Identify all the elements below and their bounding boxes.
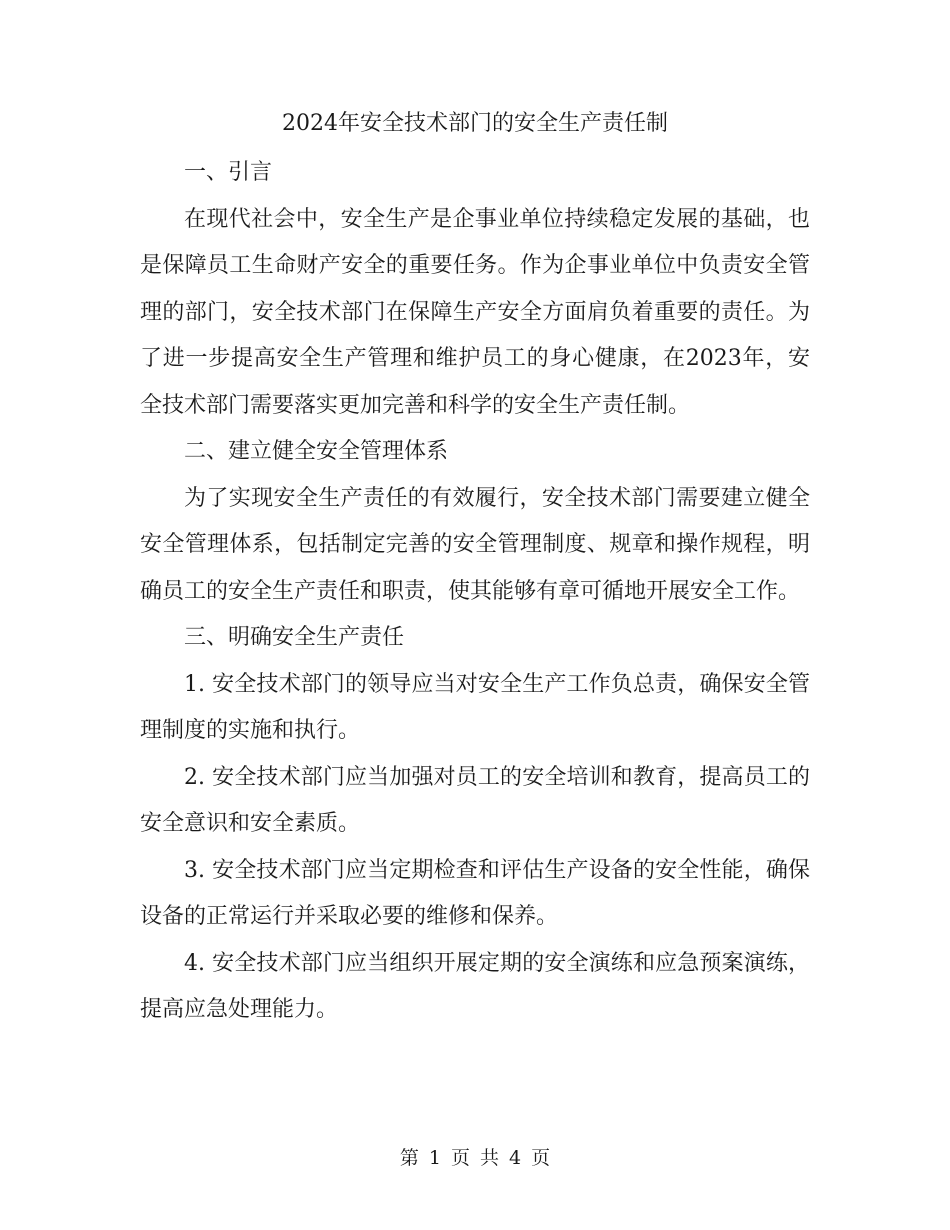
section-heading-introduction: 一、引言 (184, 160, 273, 185)
list-item-4: 4. 安全技术部门应当组织开展定期的安全演练和应急预案演练，提高应急处理能力。 (140, 950, 810, 1022)
paragraph-introduction: 在现代社会中，安全生产是企事业单位持续稳定发展的基础，也是保障员工生命财产安全的重要任务。作为企事业单位中负责安全管理的部门，安全技术部门在保障生产安全方面肩负着重要的责任。为了进一步提高安全生产管理和维护员工的身心健康，在2023年，安全技术部门需要落实更加完善和科学的安全生产责任制。 (140, 206, 810, 418)
paragraph-management-system: 为了实现安全生产责任的有效履行，安全技术部门需要建立健全安全管理体系，包括制定完善的安全管理制度、规章和操作规程，明确员工的安全生产责任和职责，使其能够有章可循地开展安全工作。 (140, 485, 810, 604)
list-item-1: 1. 安全技术部门的领导应当对安全生产工作负总责，确保安全管理制度的实施和执行。 (140, 671, 810, 743)
document-body (140, 150, 810, 1034)
list-item-3: 3. 安全技术部门应当定期检查和评估生产设备的安全性能，确保设备的正常运行并采取必要的维修和保养。 (140, 857, 810, 929)
section-heading-responsibilities: 三、明确安全生产责任 (184, 625, 405, 650)
page-number: 第 1 页 共 4 页 (399, 1147, 551, 1169)
section-heading-management-system: 二、建立健全安全管理体系 (184, 439, 449, 464)
list-item-2: 2. 安全技术部门应当加强对员工的安全培训和教育，提高员工的安全意识和安全素质。 (140, 764, 810, 836)
document-title: 2024年安全技术部门的安全生产责任制 (282, 111, 668, 136)
